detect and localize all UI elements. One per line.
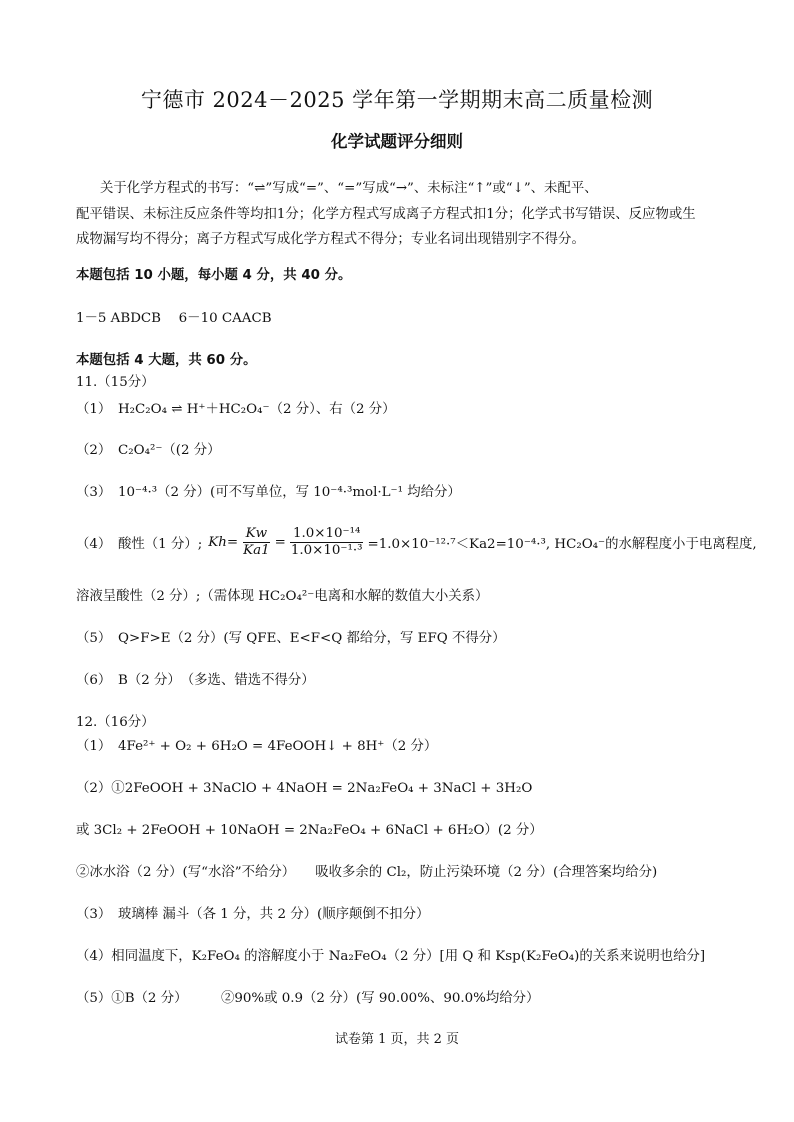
q11-part4-prefix: （4） 酸性（1 分）; [76,537,203,552]
q12-part3: （3） 玻璃棒 漏斗（各 1 分，共 2 分）(顺序颠倒不扣分） [76,907,430,922]
q11-part2: （2） C₂O₄²⁻（(2 分） [76,443,221,458]
q11-part1: （1） H₂C₂O₄ ⇌ H⁺＋HC₂O₄⁻（2 分）、右（2 分） [76,402,396,417]
q11-heading: 11.（15分） [76,375,155,390]
section1-heading: 本题包括 10 小题，每小题 4 分，共 40 分。 [76,268,352,283]
q11-part4-suffix: =1.0×10⁻¹²·⁷＜Ka2=10⁻⁴·³, HC₂O₄⁻的水解程度小于电离程度, [367,537,757,552]
q11-part4-continued: 溶液呈酸性（2 分）;（需体现 HC₂O₄²⁻电离和水解的数值大小关系） [76,589,489,604]
q12-heading: 12.（16分） [76,715,155,730]
kw-over-ka1-fraction [240,526,273,559]
ka1-symbol: Ka1 [243,543,270,558]
intro-line-1: 关于化学方程式的书写：“⇌”写成“=”、“=”写成“→”、未标注“↑”或“↓”、未配平、 [100,181,598,196]
kw-symbol: Kw [243,526,270,543]
q12-part2: （2）①2FeOOH + 3NaClO + 4NaOH = 2Na₂FeO₄ + 3NaCl + 3H₂O [76,781,533,796]
intro-line-2: 配平错误、未标注反应条件等均扣1分；化学方程式写成离子方程式扣1分；化学式书写错误、反应物或生 [76,207,696,222]
q12-part2-second: ②冰水浴（2 分）(写“水浴”不给分） 吸收多余的 Cl₂，防止污染环境（2 分）(合理答案均给分) [76,865,658,880]
page-title: 宁德市 2024－2025 学年第一学期期末高二质量检测 [140,88,654,112]
q12-part1: （1） 4Fe²⁺ + O₂ + 6H₂O = 4FeOOH↓ + 8H⁺（2 分） [76,739,438,754]
equals-sign: = [274,535,286,550]
q12-part4: （4）相同温度下，K₂FeO₄ 的溶解度小于 Na₂FeO₄（2 分）[用 Q 和 Ksp(K₂FeO₄)的关系来说明也给分] [76,949,706,964]
q12-part2-alt: 或 3Cl₂ + 2FeOOH + 10NaOH = 2Na₂FeO₄ + 6NaCl + 6H₂O）(2 分） [76,823,543,838]
q11-part6: （6） B（2 分） （多选、错选不得分） [76,673,315,688]
fraction-numerator: 1.0×10⁻¹⁴ [290,526,363,543]
q11-part3: （3） 10⁻⁴·³（2 分）(可不写单位，写 10⁻⁴·³mol·L⁻¹ 均给分） [76,485,461,500]
q11-part5: （5） Q>F>E（2 分）(写 QFE、E<F<Q 都给分，写 EFQ 不得分） [76,631,506,646]
kh-symbol: Kh= [208,535,239,550]
fraction-denominator: 1.0×10⁻¹·³ [290,543,363,558]
intro-line-3: 成物漏写均不得分；离子方程式写成化学方程式不得分；专业名词出现错别字不得分。 [76,232,585,247]
q11-part4 [76,526,757,559]
page-subtitle: 化学试题评分细则 [331,132,463,151]
section1-answers: 1－5 ABDCB 6－10 CAACB [76,311,272,326]
page-footer: 试卷第 1 页，共 2 页 [334,1032,460,1047]
q12-part5: （5）①B（2 分） ②90%或 0.9（2 分）(写 90.00%、90.0%均给分） [76,991,540,1006]
value-fraction [288,526,366,559]
section2-heading: 本题包括 4 大题，共 60 分。 [76,353,257,368]
